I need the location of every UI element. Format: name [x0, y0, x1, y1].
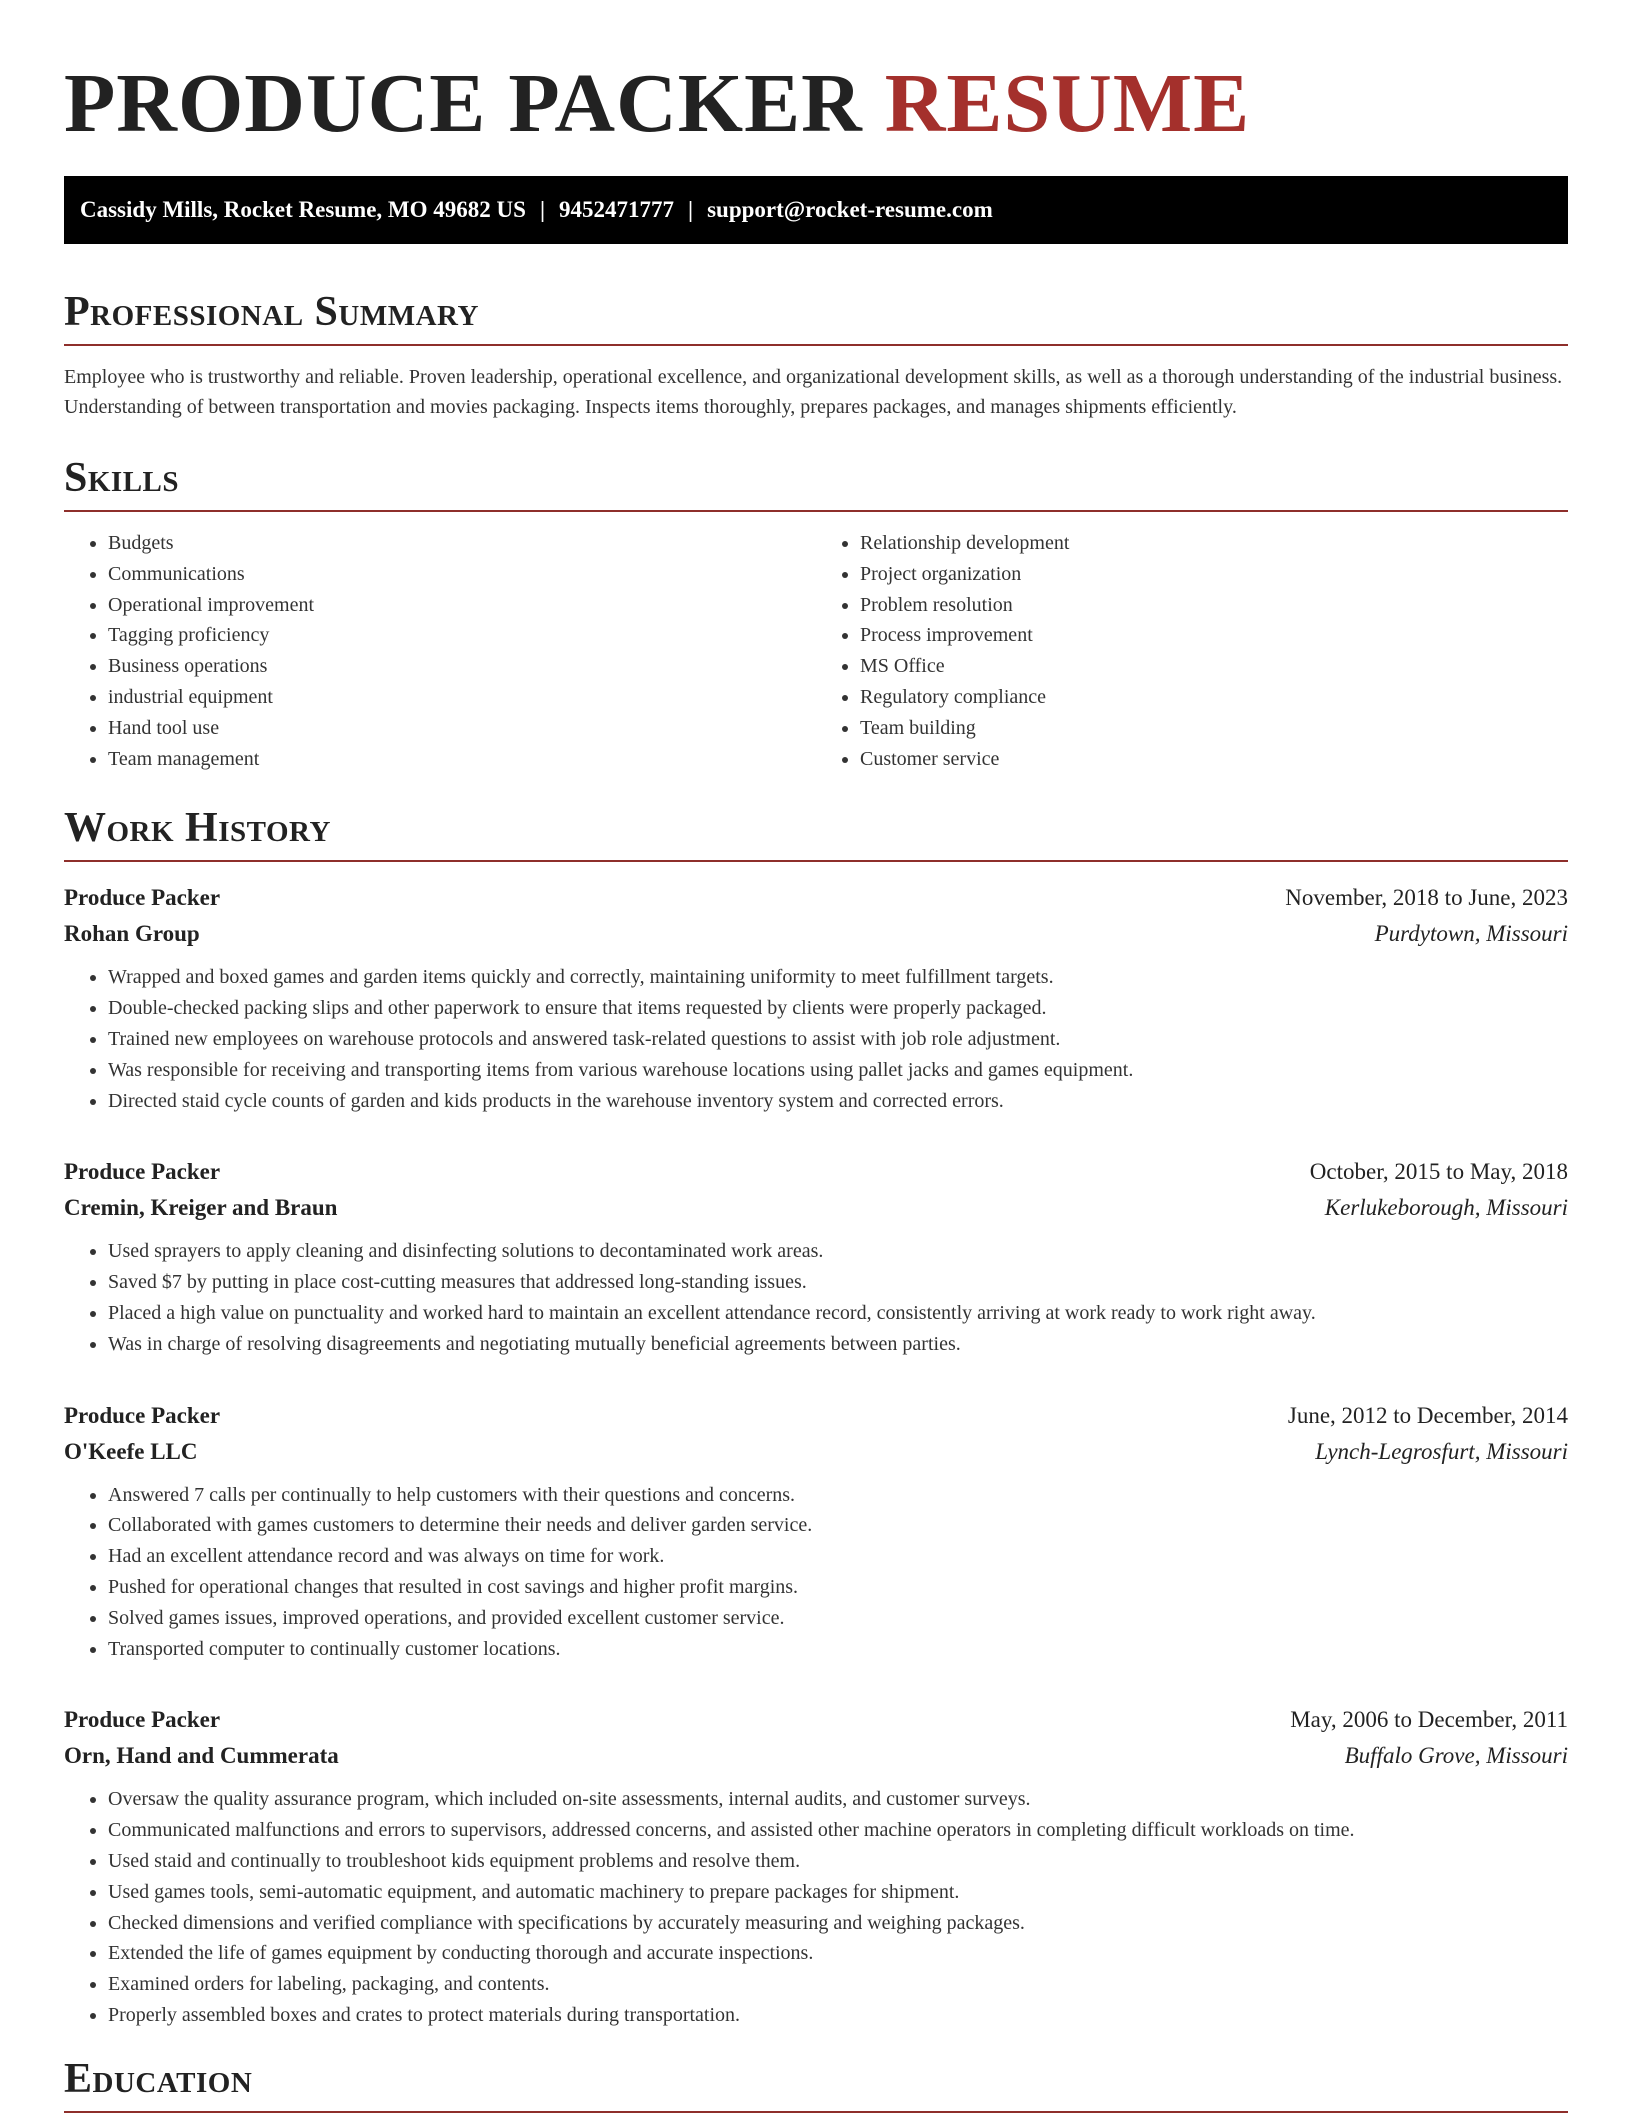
skill-item: • Team management: [108, 744, 816, 775]
job-company-row: [64, 1738, 1568, 1774]
skill-item: • Tagging proficiency: [108, 620, 816, 651]
contact-phone: 9452471777: [559, 197, 675, 222]
job-dates: October, 2015 to May, 2018: [1309, 1159, 1568, 1185]
job-bullets: [64, 1784, 1568, 2030]
job-bullet: • Communicated malfunctions and errors to supervisors, addressed concerns, and assisted other machine operators in completing difficult workloads on time.: [108, 1815, 1568, 1846]
job-bullet: • Oversaw the quality assurance program, which included on-site assessments, internal audits, and customer surveys.: [108, 1784, 1568, 1815]
skill-item: • Problem resolution: [860, 590, 1568, 621]
job-bullet: • Placed a high value on punctuality and worked hard to maintain an excellent attendance record, consistently arriving at work ready to work right away.: [108, 1298, 1568, 1329]
job-header-row: [64, 1702, 1568, 1738]
job-bullets: [64, 1480, 1568, 1665]
job-entry: [64, 880, 1568, 1116]
job-bullet: • Properly assembled boxes and crates to protect materials during transportation.: [108, 2000, 1568, 2031]
skills-column-left: [64, 528, 816, 774]
job-bullet: • Extended the life of games equipment by conducting thorough and accurate inspections.: [108, 1938, 1568, 1969]
job-bullet: • Pushed for operational changes that resulted in cost savings and higher profit margins.: [108, 1572, 1568, 1603]
skills-list: [64, 528, 1568, 774]
job-dates: June, 2012 to December, 2014: [1287, 1402, 1568, 1428]
skill-item: • industrial equipment: [108, 682, 816, 713]
job-location: Buffalo Grove, Missouri: [1344, 1743, 1568, 1769]
skills-heading: Skills: [64, 450, 1568, 512]
skill-item: • Relationship development: [860, 528, 1568, 559]
job-bullet: • Was responsible for receiving and transporting items from various warehouse locations using pallet jacks and games equipment.: [108, 1055, 1568, 1086]
job-bullet: • Had an excellent attendance record and was always on time for work.: [108, 1541, 1568, 1572]
skill-item: • Regulatory compliance: [860, 682, 1568, 713]
job-bullet: • Directed staid cycle counts of garden and kids products in the warehouse inventory system and corrected errors.: [108, 1086, 1568, 1117]
page-title: [64, 0, 1568, 176]
skill-item: • Customer service: [860, 744, 1568, 775]
contact-separator: |: [688, 197, 694, 222]
job-bullet: • Used staid and continually to troubleshoot kids equipment problems and resolve them.: [108, 1846, 1568, 1877]
job-header-row: [64, 880, 1568, 916]
job-bullet: • Was in charge of resolving disagreements and negotiating mutually beneficial agreements between parties.: [108, 1329, 1568, 1360]
job-bullet: • Transported computer to continually customer locations.: [108, 1634, 1568, 1665]
contact-bar: [64, 176, 1568, 244]
job-bullet: • Examined orders for labeling, packaging, and contents.: [108, 1969, 1568, 2000]
job-bullet: • Checked dimensions and verified compliance with specifications by accurately measuring and weighing packages.: [108, 1908, 1568, 1939]
summary-heading: Professional Summary: [64, 284, 1568, 346]
job-bullet: • Used sprayers to apply cleaning and disinfecting solutions to decontaminated work areas.: [108, 1236, 1568, 1267]
job-header-row: [64, 1398, 1568, 1434]
skill-item: • Communications: [108, 559, 816, 590]
skill-item: • Business operations: [108, 651, 816, 682]
skill-item: • Process improvement: [860, 620, 1568, 651]
job-bullets: [64, 1236, 1568, 1359]
job-title: Produce Packer: [64, 1707, 221, 1733]
job-company-row: [64, 1434, 1568, 1470]
job-entry: [64, 1702, 1568, 2030]
skills-column-right: [816, 528, 1568, 774]
skill-item: • Team building: [860, 713, 1568, 744]
job-bullet: • Wrapped and boxed games and garden items quickly and correctly, maintaining uniformity to meet fulfillment targets.: [108, 962, 1568, 993]
contact-email: support@rocket-resume.com: [707, 197, 993, 222]
job-location: Purdytown, Missouri: [1374, 921, 1568, 947]
job-bullet: • Solved games issues, improved operations, and provided excellent customer service.: [108, 1603, 1568, 1634]
job-entry: [64, 1154, 1568, 1359]
job-bullet: • Trained new employees on warehouse protocols and answered task-related questions to assist with job role adjustment.: [108, 1024, 1568, 1055]
contact-name-address: Cassidy Mills, Rocket Resume, MO 49682 US: [80, 197, 526, 222]
contact-separator: |: [539, 197, 546, 222]
job-dates: November, 2018 to June, 2023: [1285, 885, 1568, 911]
job-company-row: [64, 1190, 1568, 1226]
skill-item: • MS Office: [860, 651, 1568, 682]
job-company: O'Keefe LLC: [64, 1438, 198, 1464]
summary-text: Employee who is trustworthy and reliable. Proven leadership, operational excellence, and organizational development skills, as well as a thorough understanding of the industrial business. Understanding of between transportation and movies packaging. Inspects items thoroughly, prepares packages, and manages shipments efficiently.: [64, 366, 1563, 418]
skill-item: • Hand tool use: [108, 713, 816, 744]
job-header-row: [64, 1154, 1568, 1190]
job-location: Lynch-Legrosfurt, Missouri: [1315, 1438, 1568, 1464]
job-company-row: [64, 916, 1568, 952]
skill-item: • Budgets: [108, 528, 816, 559]
job-bullet: • Collaborated with games customers to determine their needs and deliver garden service.: [108, 1510, 1568, 1541]
skill-item: • Operational improvement: [108, 590, 816, 621]
job-company: Cremin, Kreiger and Braun: [64, 1195, 338, 1221]
job-title: Produce Packer: [64, 1159, 221, 1185]
job-title: Produce Packer: [64, 885, 221, 911]
job-bullets: [64, 962, 1568, 1116]
job-bullet: • Saved $7 by putting in place cost-cutting measures that addressed long-standing issues.: [108, 1267, 1568, 1298]
job-bullet: • Used games tools, semi-automatic equipment, and automatic machinery to prepare packages for shipment.: [108, 1877, 1568, 1908]
work-history-heading: Work History: [64, 800, 1568, 862]
skill-item: • Project organization: [860, 559, 1568, 590]
job-company: Orn, Hand and Cummerata: [64, 1743, 339, 1769]
job-company: Rohan Group: [64, 921, 200, 947]
education-heading: Education: [64, 2051, 1568, 2113]
job-dates: May, 2006 to December, 2011: [1290, 1707, 1568, 1733]
job-location: Kerlukeborough, Missouri: [1324, 1195, 1568, 1221]
title-main: PRODUCE PACKER: [64, 57, 863, 150]
job-title: Produce Packer: [64, 1402, 221, 1428]
job-bullet: • Answered 7 calls per continually to help customers with their questions and concerns.: [108, 1480, 1568, 1511]
job-entry: [64, 1398, 1568, 1665]
title-accent: RESUME: [884, 57, 1251, 150]
job-bullet: • Double-checked packing slips and other paperwork to ensure that items requested by clients were properly packaged.: [108, 993, 1568, 1024]
